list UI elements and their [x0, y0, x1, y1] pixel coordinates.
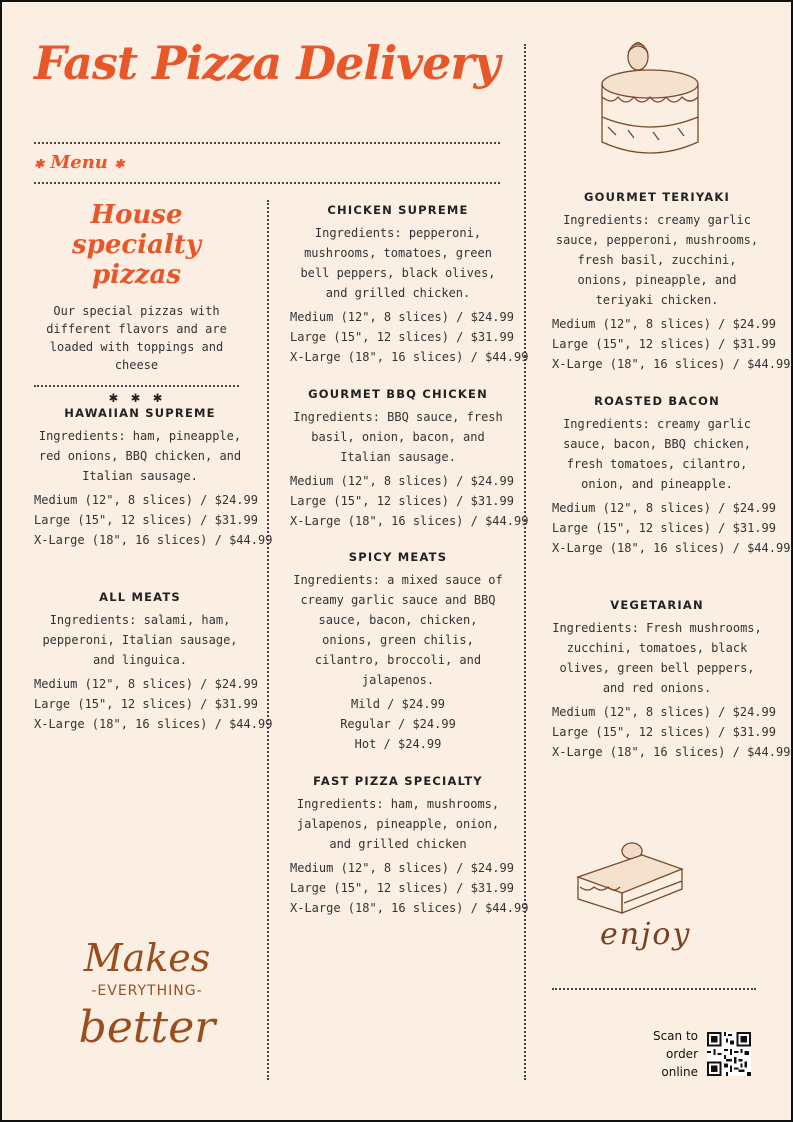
- item-price: X-Large (18", 16 slices) / $44.99: [552, 745, 791, 759]
- menu-item: [290, 203, 529, 367]
- page-title: Fast Pizza Delivery: [34, 36, 500, 90]
- item-price: Medium (12", 8 slices) / $24.99: [552, 705, 776, 719]
- menu-label-text: Menu: [50, 152, 108, 173]
- item-name: GOURMET BBQ CHICKEN: [308, 387, 488, 401]
- item-price: Regular / $24.99: [340, 717, 456, 731]
- item-ingredients: Ingredients: salami, ham, pepperoni, Italian sausage, and linguica.: [42, 613, 238, 667]
- item-price: Large (15", 12 slices) / $31.99: [552, 725, 776, 739]
- item-ingredients: Ingredients: creamy garlic sauce, bacon, BBQ chicken, fresh tomatoes, cilantro, onion, and pineapple.: [563, 417, 751, 491]
- house-specialty-section: [34, 200, 239, 406]
- scan-line: order: [666, 1047, 698, 1061]
- item-price: X-Large (18", 16 slices) / $44.99: [290, 350, 529, 364]
- item-name: ROASTED BACON: [594, 394, 720, 408]
- menu-item: [34, 590, 273, 734]
- menu-item: [290, 774, 529, 918]
- item-price: Hot / $24.99: [354, 737, 442, 751]
- item-name: FAST PIZZA SPECIALTY: [313, 774, 483, 788]
- item-ingredients: Ingredients: ham, mushrooms, jalapenos, pineapple, onion, and grilled chicken: [296, 797, 500, 851]
- item-name: VEGETARIAN: [610, 598, 704, 612]
- item-price: Medium (12", 8 slices) / $24.99: [290, 310, 514, 324]
- menu-item: [552, 394, 791, 558]
- menu-item: [552, 598, 791, 762]
- item-price: Large (15", 12 slices) / $31.99: [290, 494, 514, 508]
- scan-to-order: [650, 1027, 698, 1081]
- item-ingredients: Ingredients: creamy garlic sauce, pepperoni, mushrooms, fresh basil, zucchini, onions, pineapple, and teriyaki chicken.: [555, 213, 759, 307]
- item-name: GOURMET TERIYAKI: [584, 190, 730, 204]
- item-price: X-Large (18", 16 slices) / $44.99: [290, 901, 529, 915]
- cake-icon: [598, 42, 718, 172]
- menu-item: [34, 406, 273, 550]
- qr-code-icon[interactable]: [707, 1032, 751, 1076]
- item-ingredients: Ingredients: BBQ sauce, fresh basil, onion, bacon, and Italian sausage.: [293, 410, 503, 464]
- item-price: X-Large (18", 16 slices) / $44.99: [552, 541, 791, 555]
- house-title-line2: pizzas: [91, 260, 182, 290]
- column-divider: [524, 44, 526, 1080]
- item-price: Large (15", 12 slices) / $31.99: [552, 337, 776, 351]
- scan-line: online: [661, 1065, 698, 1079]
- item-price: X-Large (18", 16 slices) / $44.99: [290, 514, 529, 528]
- item-price: Large (15", 12 slices) / $31.99: [34, 513, 258, 527]
- item-ingredients: Ingredients: ham, pineapple, red onions, BBQ chicken, and Italian sausage.: [38, 429, 242, 483]
- item-ingredients: Ingredients: a mixed sauce of creamy garlic sauce and BBQ sauce, bacon, chicken, onions, green chilis, cilantro, broccoli, and jalapenos.: [293, 573, 503, 687]
- divider: [34, 182, 500, 184]
- item-name: ALL MEATS: [99, 590, 181, 604]
- menu-item: [290, 387, 529, 531]
- item-price: Medium (12", 8 slices) / $24.99: [290, 474, 514, 488]
- divider: [34, 142, 500, 144]
- item-name: HAWAIIAN SUPREME: [64, 406, 216, 420]
- slogan: [57, 937, 237, 1053]
- column-divider: [267, 200, 269, 1080]
- house-description: Our special pizzas with different flavors and are loaded with toppings and cheese: [46, 304, 227, 372]
- cake-slice-icon: [572, 837, 692, 917]
- item-price: X-Large (18", 16 slices) / $44.99: [34, 533, 273, 547]
- item-price: Large (15", 12 slices) / $31.99: [34, 697, 258, 711]
- star-icon: ✱: [34, 157, 45, 171]
- item-name: CHICKEN SUPREME: [327, 203, 469, 217]
- divider: [552, 988, 756, 990]
- slogan-line1: Makes: [83, 936, 211, 980]
- item-price: Mild / $24.99: [351, 697, 445, 711]
- stars-ornament: ✱ ✱ ✱: [108, 388, 165, 406]
- enjoy-script: enjoy: [600, 917, 692, 952]
- item-price: Medium (12", 8 slices) / $24.99: [552, 317, 776, 331]
- item-price: Medium (12", 8 slices) / $24.99: [552, 501, 776, 515]
- item-price: Large (15", 12 slices) / $31.99: [290, 881, 514, 895]
- menu-item: [290, 550, 506, 754]
- scan-line: Scan to: [652, 1029, 698, 1043]
- item-ingredients: Ingredients: pepperoni, mushrooms, tomatoes, green bell peppers, black olives, and grilled chicken.: [300, 226, 496, 300]
- star-icon: ✱: [114, 157, 125, 171]
- item-name: SPICY MEATS: [348, 550, 448, 564]
- item-price: Large (15", 12 slices) / $31.99: [552, 521, 776, 535]
- menu-item: [552, 190, 791, 374]
- slogan-line3: better: [78, 1002, 216, 1053]
- item-price: Medium (12", 8 slices) / $24.99: [290, 861, 514, 875]
- item-ingredients: Ingredients: Fresh mushrooms, zucchini, tomatoes, black olives, green bell peppers, and red onions.: [552, 621, 762, 695]
- item-price: Large (15", 12 slices) / $31.99: [290, 330, 514, 344]
- house-title-line1: House specialty: [72, 200, 201, 260]
- slogan-line2: -EVERYTHING-: [91, 983, 203, 999]
- item-price: Medium (12", 8 slices) / $24.99: [34, 677, 258, 691]
- divider: [34, 385, 239, 387]
- menu-label: [34, 152, 124, 173]
- item-price: Medium (12", 8 slices) / $24.99: [34, 493, 258, 507]
- item-price: X-Large (18", 16 slices) / $44.99: [552, 357, 791, 371]
- item-price: X-Large (18", 16 slices) / $44.99: [34, 717, 273, 731]
